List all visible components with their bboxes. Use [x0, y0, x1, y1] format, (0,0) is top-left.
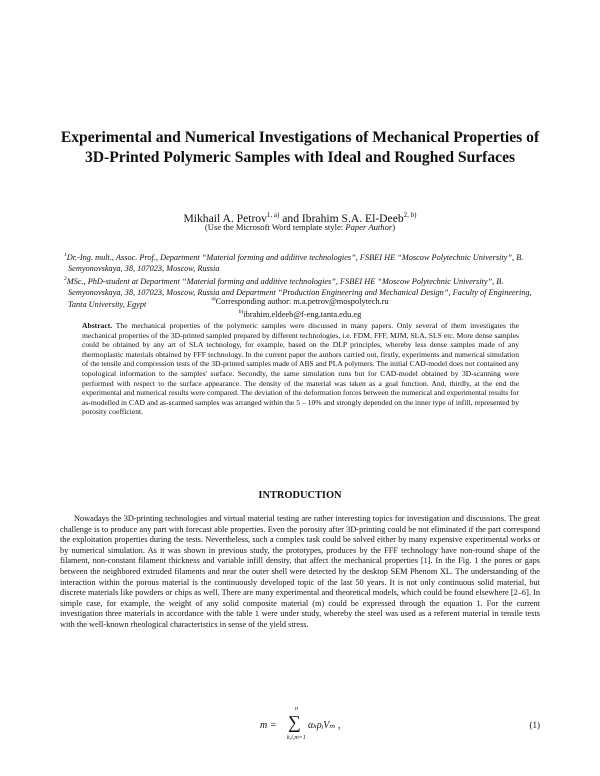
author-separator: and: [279, 211, 302, 225]
equation-sum-lower: k,i,m=1: [287, 735, 306, 741]
paper-title: Experimental and Numerical Investigations of Mechanical Properties of 3D-Printed Polymeric Samples with Ideal and Roughed Surfaces: [60, 129, 540, 166]
author-name: Ibrahim S.A. El-Deeb: [301, 211, 404, 225]
corresponding-author-a: $^{a)}$Corresponding author: m.a.petrov@mospolytech.ru: [211, 296, 389, 306]
equation-sum-upper: n: [295, 706, 298, 712]
affiliation-1: [60, 250, 538, 275]
affiliation-mark: 2: [64, 276, 67, 282]
author-affiliation-mark: 1, a): [266, 211, 280, 219]
corresponding-author-b: $^{b)}$ibrahim.eldeeb@f-eng.tanta.edu.eg: [238, 309, 362, 319]
template-note: (Use the Microsoft Word template style: Paper Author): [204, 222, 396, 232]
equation-rhs: αₖρᵢVₘ ,: [308, 720, 341, 731]
equation-sum-symbol: ∑: [288, 712, 301, 732]
author-affiliation-mark: 2, b): [403, 211, 417, 219]
equation-number: (1): [529, 720, 540, 730]
abstract-text: The mechanical properties of the polymeric samples were discussed in many papers. Only several of them investigates the mechanical properties of the 3D-printed sampled prepared by different technologies, i.e. FDM, FFF, MJM, SLA, SLS etc. More dense samples could be obtained by any art of SLA technology, for example, based on the DLP principles, whereby less dense samples made of any thermoplastic materials obtained by FFF technology. In the current paper the authors carried out, firstly, experiments and numerical simulation of the tensile and compression tests of the 3D-printed samples made of ABS and PLA polymers. The initial CAD-model does not contained any topological information to the samples' surface. Secondly, the same simulation runs but for CAD-model obtained by 3D-scanning were performed with respect to the surface appearance. The density of the material was taken as a goal function. And, thirdly, at the end the experimental and numerical results were compared. The deviation of the deformation forces between the numerical and experimental results for as-modelled in CAD and as-scanned samples was arranged within the 5 – 10% and strongly depended on the inner type of infill, represented by porosity coefficient.: [82, 321, 519, 417]
corresponding-authors: [60, 294, 540, 320]
affiliation-text: Dr.-Ing. mult., Assoc. Prof., Department “Material forming and additive technologies”, FSBEI HE “Moscow Polytechnic University”, B. Semyonovskaya, 38, 107023, Moscow, Russia: [66, 252, 524, 274]
introduction-body: [60, 514, 540, 639]
abstract: [82, 321, 519, 417]
abstract-label: Abstract.: [82, 321, 113, 330]
author-name: Mikhail A. Petrov: [183, 211, 267, 225]
equation-lhs: m =: [260, 720, 277, 731]
section-heading-introduction: INTRODUCTION: [258, 490, 342, 501]
affiliation-text: MSc., PhD-student at Department “Material forming and additive technologies”, FSBEI HE “Moscow Polytechnic University”, B. Semyonovskaya, 38, 107023, Moscow, Russia and Department “Production Engineering and Mechanical Design”, Faculty of Engineering, Tanta University, Egypt: [66, 276, 532, 309]
paragraph: Nowadays the 3D-printing technologies and virtual material testing are rather interesting topics for investigation and discussions. The great challenge is to produce any part with forecast able properties. Even the porosity after 3D-printing could be not eliminated if the part correspond the exploitation properties during the tests. Nevertheless, such a complex task could be solved either by many expensive experimental works or by numerical simulation. As it was shown in previous study, the prototypes, produces by the FFF technology have non-round shape of the filament, non-constant filament thickness and variable infill density, that affect the mechanical properties [1]. In the Fig. 1 the pores or gaps between the neighbored extruded filaments and near the outer shell were detected by the desktop SEM Phenom XL. The understanding of the interaction within the porous material is the continuously developed topic of the last 50 years. It is not only continuous solid material, but discrete materials like powders or chips as well. There are many experimental and theoretical models, which could be found elsewhere [2–6]. In simple case, for example, the weight of any solid composite material (m) could be expressed through the equation 1. For the current investigation three materials in accordance with the table 1 were under study, whereby the steel was used as a referent material in tensile tests with the well-known rheological characteristics in sense of the yield stress.: [60, 514, 540, 629]
affiliation-mark: 1: [64, 252, 67, 258]
equation-1: [60, 706, 540, 746]
